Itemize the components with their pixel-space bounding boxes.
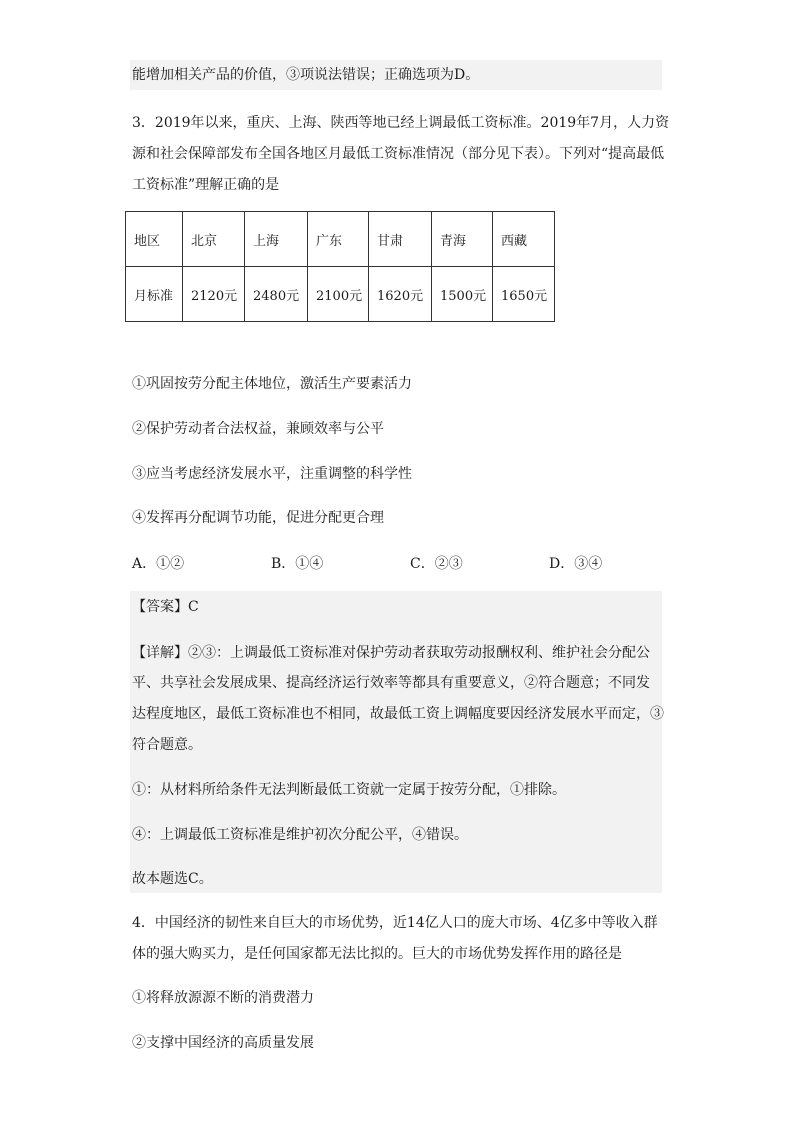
q3-statement-1: ①巩固按劳分配主体地位，激活生产要素活力 — [132, 376, 412, 392]
q3-statement-4: ④发挥再分配调节功能，促进分配更合理 — [132, 510, 384, 526]
q3-statement-3: ③应当考虑经济发展水平，注重调整的科学性 — [132, 466, 412, 482]
q3-stem-line-2: 源和社会保障部发布全国各地区月最低工资标准情况（部分见下表）。下列对“提高最低 — [132, 146, 665, 162]
q3-analysis-line-6: ④：上调最低工资标准是维护初次分配公平，④错误。 — [132, 827, 468, 843]
q3-statement-2: ②保护劳动者合法权益，兼顾效率与公平 — [132, 421, 384, 437]
q3-stem-line-3: 工资标准”理解正确的是 — [132, 177, 280, 193]
q3-analysis-line-7: 故本题选C。 — [132, 871, 213, 887]
q4-statement-1: ①将释放源源不断的消费潜力 — [132, 990, 314, 1006]
table-cell: 甘肃 — [369, 212, 432, 267]
q4-stem-line-1: 4．中国经济的韧性来自巨大的市场优势，近14亿人口的庞大市场、4亿多中等收入群 — [132, 915, 658, 931]
table-cell: 2480元 — [245, 267, 308, 322]
q3-option-a: A．①② — [132, 556, 185, 572]
q3-analysis-line-2: 平、共享社会发展成果、提高经济运行效率等都具有重要意义，②符合题意；不同发 — [132, 675, 650, 691]
prev-analysis-text: 能增加相关产品的价值，③项说法错误；正确选项为D。 — [132, 67, 480, 83]
table-cell: 2120元 — [183, 267, 245, 322]
q3-analysis-line-5: ①：从材料所给条件无法判断最低工资就一定属于按劳分配，①排除。 — [132, 782, 566, 798]
table-cell: 地区 — [126, 212, 183, 267]
table-cell: 月标准 — [126, 267, 183, 322]
q4-stem-line-2: 体的强大购买力，是任何国家都无法比拟的。巨大的市场优势发挥作用的路径是 — [132, 946, 622, 962]
q3-analysis-line-1: 【详解】②③：上调最低工资标准对保护劳动者获取劳动报酬权利、维护社会分配公 — [132, 645, 650, 661]
q3-answer: 【答案】C — [132, 599, 199, 615]
table-cell: 青海 — [432, 212, 493, 267]
table-cell: 上海 — [245, 212, 308, 267]
table-row — [126, 267, 555, 322]
table-cell: 北京 — [183, 212, 245, 267]
q3-option-b: B．①④ — [271, 556, 324, 572]
q3-stem-line-1: 3．2019年以来，重庆、上海、陕西等地已经上调最低工资标准。2019年7月，人力资 — [132, 115, 670, 131]
min-wage-table — [125, 211, 555, 322]
q3-option-c: C．②③ — [410, 556, 463, 572]
table-cell: 1500元 — [432, 267, 493, 322]
q3-option-d: D．③④ — [549, 556, 603, 572]
table-cell: 1620元 — [369, 267, 432, 322]
table-header-row — [126, 212, 555, 267]
q3-analysis-line-3: 达程度地区，最低工资标准也不相同，故最低工资上调幅度要因经济发展水平而定，③ — [132, 706, 664, 722]
table-cell: 2100元 — [308, 267, 369, 322]
q3-analysis-line-4: 符合题意。 — [132, 737, 202, 753]
table-cell: 广东 — [308, 212, 369, 267]
q4-statement-2: ②支撑中国经济的高质量发展 — [132, 1035, 314, 1051]
answer-analysis-shade — [130, 591, 662, 893]
table-cell: 西藏 — [493, 212, 555, 267]
table-cell: 1650元 — [493, 267, 555, 322]
